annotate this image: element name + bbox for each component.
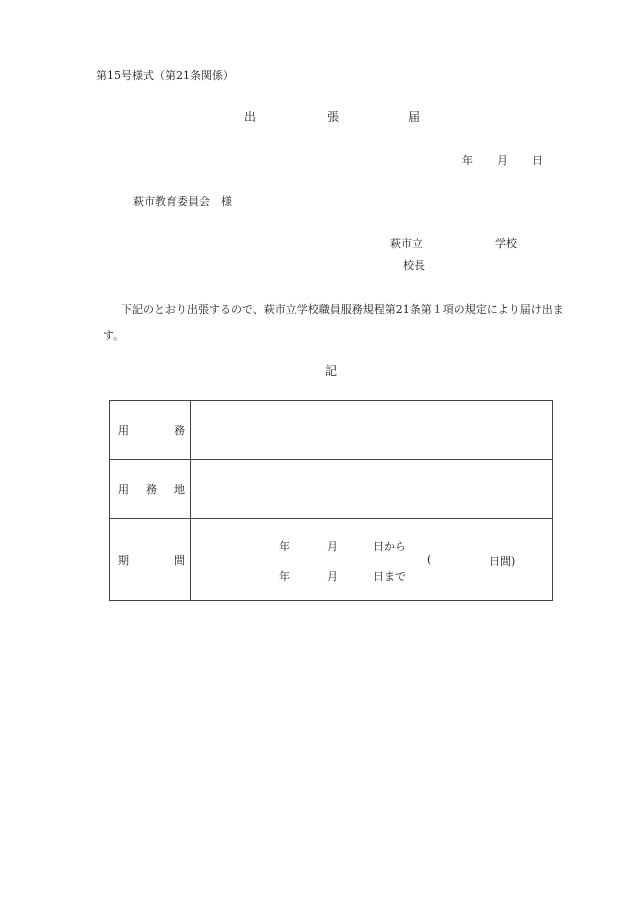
duty-value-cell[interactable] — [191, 401, 553, 460]
days-label: 日間) — [489, 555, 516, 568]
school-suffix: 学校 — [495, 237, 517, 250]
from-month: 月 — [327, 540, 338, 553]
to-day: 日まで — [373, 570, 406, 583]
to-month: 月 — [327, 570, 338, 583]
place-value-cell[interactable] — [191, 460, 553, 519]
days-paren-open: ( — [427, 553, 432, 566]
period-value-cell[interactable] — [191, 519, 553, 601]
period-row — [110, 519, 553, 601]
from-year: 年 — [279, 540, 290, 553]
place-label-char-3: 地 — [174, 483, 185, 496]
place-label — [110, 460, 191, 519]
to-year: 年 — [279, 570, 290, 583]
ki-heading: 記 — [325, 364, 338, 378]
duty-row — [110, 401, 553, 460]
duty-label — [110, 401, 191, 460]
form-number: 第15号様式（第21条関係） — [96, 69, 234, 82]
place-row — [110, 460, 553, 519]
date-year: 年 — [462, 154, 473, 167]
trip-details-table — [109, 400, 553, 601]
body-text: 下記のとおり出張するので、萩市立学校職員服務規程第21条第１項の規定により届け出ます。 — [103, 303, 564, 342]
period-fields — [191, 519, 552, 600]
principal-label: 校長 — [403, 259, 425, 272]
place-label-char-2: 務 — [146, 483, 157, 496]
title-char-1: 出 — [244, 110, 257, 124]
period-label-char-2: 間 — [174, 553, 185, 567]
place-label-char-1: 用 — [118, 483, 129, 496]
duty-label-char-2: 務 — [174, 424, 185, 437]
title-char-2: 張 — [327, 110, 340, 124]
date-month: 月 — [497, 154, 508, 167]
period-label-char-1: 期 — [118, 553, 129, 567]
period-label — [110, 519, 191, 601]
duty-label-char-1: 用 — [118, 424, 129, 437]
school-prefix: 萩市立 — [390, 237, 423, 250]
addressee: 萩市教育委員会 様 — [133, 195, 232, 208]
title-char-3: 届 — [408, 110, 421, 124]
from-day: 日から — [373, 540, 406, 553]
date-day: 日 — [532, 154, 543, 167]
